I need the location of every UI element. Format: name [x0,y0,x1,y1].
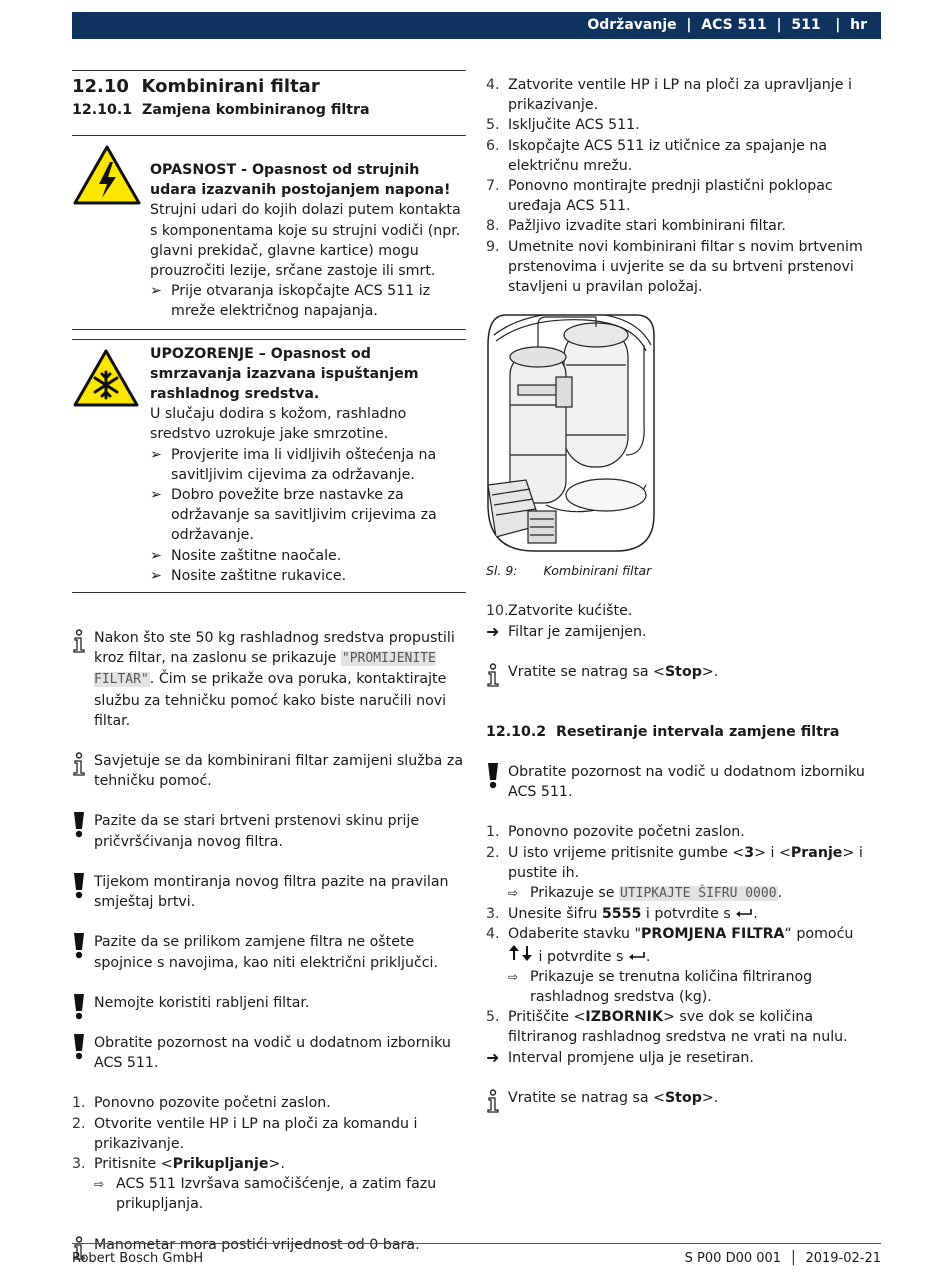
footer-company: Robert Bosch GmbH [72,1251,204,1266]
arrow-bullet-icon: ➢ [150,487,162,504]
result-item: ⇨ Prikazuje se trenutna količina filtriranog rashladnog sredstva (kg). [508,968,813,1006]
danger-box [72,136,466,327]
code-value: 5555 [601,906,642,923]
left-column [72,70,466,1255]
caution-note: Obratite pozornost na vodič u dodatnom izborniku ACS 511. [486,762,881,802]
list-item: ➢ Nosite zaštitne rukavice. [150,566,466,586]
list-item: 4. Odaberite stavku "PROMJENA FILTRA“ pomoću i potvrdite s . [486,926,854,965]
info-note: Nakon što ste 50 kg rashladnog sredstva propustili kroz filtar, na zaslonu se prikazuje "PROMIJENITE FILTAR". Čim se prikaže ova poruka, kontaktirajte službu za tehničku pomoć kako biste naručili novi filtar. [72,628,466,731]
right-column [486,75,881,1108]
key-label: Stop [664,663,702,680]
footer-divider [72,1243,881,1244]
display-text: "PROMIJENITE FILTAR" [94,651,436,688]
result-line: ➜ Filtar je zamijenjen. [486,621,647,641]
result-line: ➜ Interval promjene ulja je resetiran. [486,1047,754,1067]
arrow-bullet-icon: ➢ [150,446,162,463]
subsection-heading [72,100,466,120]
footer-date: 2019-02-21 [805,1251,881,1266]
list-item: 8. Pažljivo izvadite stari kombinirani filtar. [486,218,786,235]
list-item: 2. Otvorite ventile HP i LP na ploči za komandu i prikazivanje. [72,1115,418,1152]
up-down-arrow-icon [508,949,534,965]
subsection-number: 12.10.2 [486,724,547,741]
figure-label: Sl. 9: [486,563,518,579]
step-list [486,601,881,641]
caution-note: Pazite da se stari brtveni prstenovi skinu prije pričvršćivanja novog filtra. [72,811,466,851]
subsection-title: Zamjena kombiniranog filtra [142,102,370,118]
list-item: 6. Iskopčajte ACS 511 iz utičnice za spajanje na električnu mrežu. [486,137,828,174]
result-item: ⇨ ACS 511 Izvršava samočišćenje, a zatim fazu prikupljanja. [94,1176,437,1213]
header-product: ACS 511 [701,17,767,33]
enter-key-icon [735,906,753,922]
info-icon [72,752,86,782]
list-item: 9. Umetnite novi kombinirani filtar s novim brtvenim prstenovima i uvjerite se da su brtveni prstenovi stavljeni u pravilan položaj. [486,238,863,296]
exclamation-icon [72,812,86,844]
key-label: Prikupljanje [172,1155,269,1172]
exclamation-icon [72,994,86,1026]
subsection-heading [486,722,881,742]
figure-caption [486,561,881,581]
section-number: 12.10 [72,76,129,97]
subsection-title: Resetiranje intervala zamjene filtra [556,724,840,741]
arrow-bullet-icon: ➢ [150,547,162,564]
list-item: ➢ Dobro povežite brze nastavke za održavanje sa savitljivim crijevima za održavanje. [150,487,437,544]
result-arrow-icon: ⇨ [94,1177,105,1192]
caution-note: Obratite pozornost na vodič u dodatnom izborniku ACS 511. [72,1033,466,1073]
list-item: ➢ Provjerite ima li vidljivih oštećenja na savitljivim cijevima za održavanje. [150,446,437,483]
step-list [486,75,881,297]
result-arrow-icon: ➜ [486,621,500,641]
arrow-bullet-icon: ➢ [150,283,162,300]
warning-box [72,340,466,592]
list-item: 10. Zatvorite kućište. [486,603,633,620]
result-item: ⇨ Prikazuje se UTIPKAJTE ŠIFRU 0000. [486,883,881,904]
info-icon [486,1089,500,1119]
arrow-bullet-icon: ➢ [150,567,162,584]
key-label: Pranje [790,844,843,861]
key-label: 3 [744,844,755,861]
info-note: Vratite se natrag sa <Stop>. [486,1088,881,1108]
page-header: Održavanje | ACS 511 | 511 | hr [72,12,881,39]
subsection-number: 12.10.1 [72,102,133,118]
frost-hazard-icon [72,348,140,414]
exclamation-icon [72,873,86,905]
list-item: 7. Ponovno montirajte prednji plastični poklopac uređaja ACS 511. [486,178,833,215]
menu-item-label: PROMJENA FILTRA [641,926,785,943]
list-item: 5. Pritiščite <IZBORNIK> sve dok se količina filtriranog rashladnog sredstva ne vrati na nulu. [486,1009,848,1046]
section-title: Kombinirani filtar [141,76,320,97]
footer-meta: S P00 D00 001 │ 2019-02-21 [684,1251,881,1266]
list-item: 5. Isključite ACS 511. [486,117,640,134]
step-list [72,1093,466,1214]
list-item: 3. Unesite šifru 5555 i potvrdite s . [486,906,758,923]
list-item: ➢ Prije otvaranja iskopčajte ACS 511 iz mreže električnog napajanja. [150,283,431,320]
filter-figure [486,305,881,555]
key-label: IZBORNIK [585,1009,663,1026]
display-text: UTIPKAJTE ŠIFRU 0000 [620,886,777,902]
section-heading [72,74,466,100]
result-arrow-icon: ⇨ [508,886,519,901]
result-arrow-icon: ➜ [486,1047,500,1067]
danger-text: Strujni udari do kojih dolazi putem kontakta s komponentama koje su strujni vodiči (npr. glavni prekidač, glavne kartice) mogu prouzročiti lezije, srčane zastoje ili smrt. [150,202,461,280]
enter-key-icon [628,949,646,965]
warning-text: U slučaju dodira s kožom, rashladno sredstvo uzrokuje jake smrzotine. [150,406,407,443]
exclamation-icon [72,933,86,965]
caution-note: Tijekom montiranja novog filtra pazite na pravilan smještaj brtvi. [72,872,466,912]
step-list [486,822,881,1067]
info-icon [72,629,86,659]
list-item: 1. Ponovno pozovite početni zaslon. [486,824,745,841]
list-item: 1. Ponovno pozovite početni zaslon. [72,1095,331,1112]
info-icon [486,663,500,693]
danger-title: OPASNOST - Opasnost od strujnih udara izazvanih postojanjem napona! [150,162,451,199]
info-note: Vratite se natrag sa <Stop>. [486,662,881,682]
caution-note: Nemojte koristiti rabljeni filtar. [72,993,466,1013]
list-item: ➢ Nosite zaštitne naočale. [150,546,466,566]
key-label: Stop [664,1089,702,1106]
info-note: Manometar mora postići vrijednost od 0 bara. [72,1235,466,1255]
warning-title: UPOZORENJE – Opasnost od smrzavanja izazvana ispuštanjem rashladnog sredstva. [150,345,419,403]
divider [72,70,466,71]
electric-hazard-icon [72,144,142,212]
header-lang: hr [850,17,867,33]
list-item: 4. Zatvorite ventile HP i LP na ploči za upravljanje i prikazivanje. [486,77,852,114]
exclamation-icon [72,1034,86,1066]
filter-illustration [486,305,658,555]
figure-title: Kombinirani filtar [543,563,652,579]
info-note: Savjetuje se da kombinirani filtar zamijeni služba za tehničku pomoć. [72,751,466,791]
header-model: 511 [791,17,821,33]
divider [72,329,466,330]
footer-doc-id: S P00 D00 001 [684,1251,782,1266]
exclamation-icon [486,763,500,795]
header-section: Održavanje [587,17,677,33]
result-arrow-icon: ⇨ [508,969,519,984]
list-item: 3. Pritisnite <Prikupljanje>. [72,1155,285,1172]
list-item: 2. U isto vrijeme pritisnite gumbe <3> i <Pranje> i pustite ih. [486,844,863,881]
divider [72,592,466,593]
caution-note: Pazite da se prilikom zamjene filtra ne oštete spojnice s navojima, kao niti električni priključci. [72,932,466,972]
